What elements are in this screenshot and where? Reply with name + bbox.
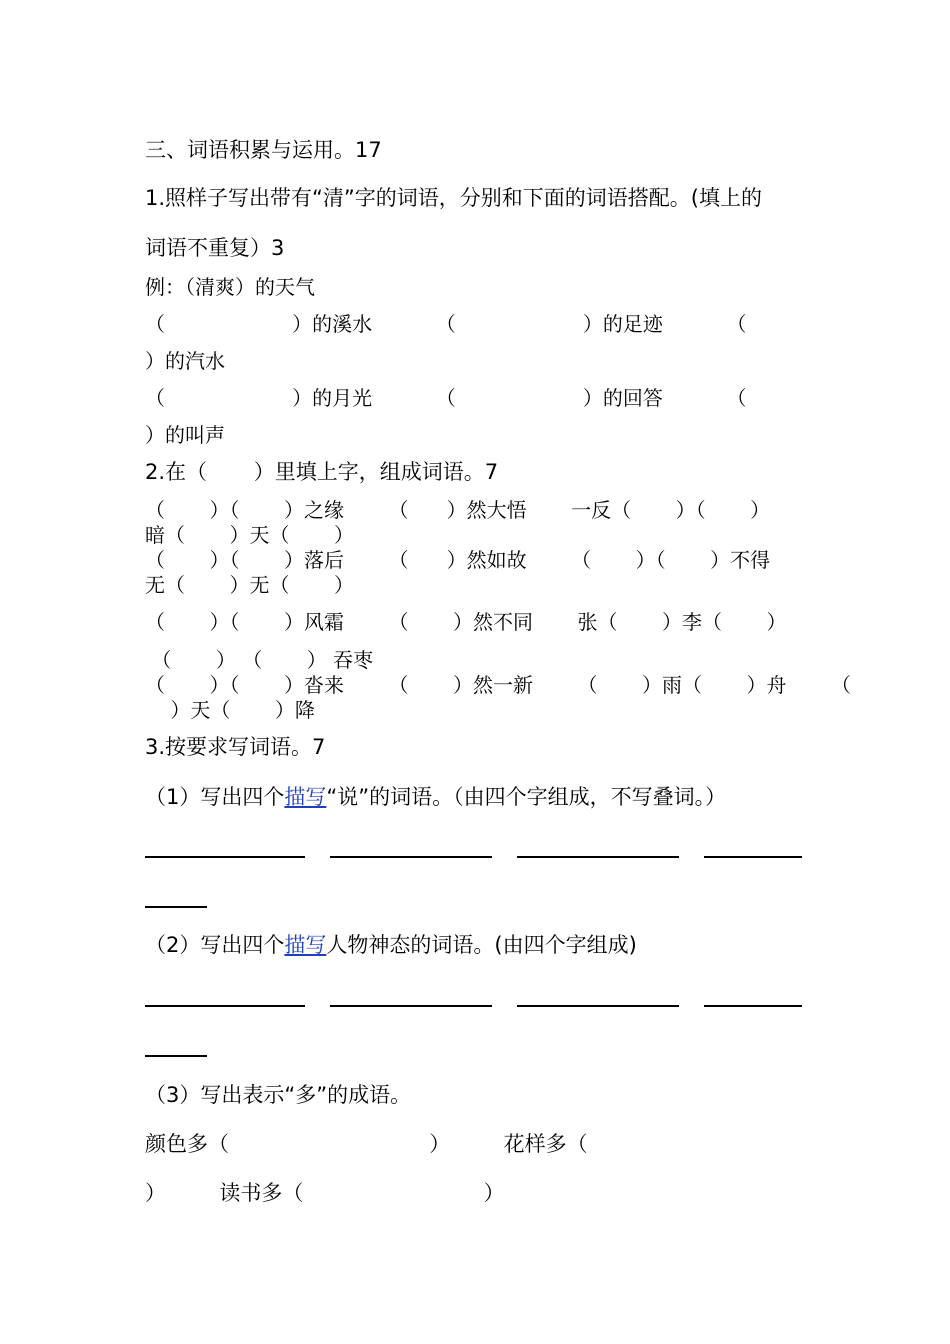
q1-row2: （ ）的月光 （ ）的回答 （	[145, 386, 747, 410]
q2-line3: （ ）（ ）落后 （ ）然如故 （ ）（ ）不得	[145, 548, 771, 572]
q2-line5: （ ）（ ）风霜 （ ）然不同 张（ ）李（ ）	[145, 610, 787, 634]
q1-instruction-line2: 词语不重复）3	[145, 236, 285, 260]
answer-blank[interactable]	[330, 856, 492, 858]
q2-line7: （ ）（ ）沓来 （ ）然一新 （ ）雨（ ）舟 （	[145, 673, 852, 697]
answer-blank[interactable]	[145, 856, 305, 858]
answer-blank[interactable]	[145, 1005, 305, 1007]
answer-blank[interactable]	[145, 906, 207, 908]
q3-title: 3.按要求写词语。7	[145, 735, 326, 759]
q2-line6: （ ） （ ） 吞枣	[145, 648, 374, 672]
describe-link-1[interactable]: 描写	[284, 785, 327, 809]
q3-part1-prefix: （1）写出四个	[145, 785, 285, 809]
describe-link-2[interactable]: 描写	[284, 933, 327, 957]
answer-blank[interactable]	[517, 856, 679, 858]
q1-example: 例：（清爽）的天气	[145, 275, 315, 299]
q3-row2: ） 读书多（ ）	[145, 1181, 505, 1205]
q2-line8: ）天（ ）降	[145, 698, 315, 722]
q3-part2-prefix: （2）写出四个	[145, 933, 285, 957]
q3-part2	[145, 935, 637, 956]
answer-blank[interactable]	[517, 1005, 679, 1007]
q2-line4: 无（ ）无（ ）	[145, 573, 355, 597]
q3-part2-suffix: 人物神态的词语。(由四个字组成)	[326, 933, 637, 957]
q3-part1	[145, 787, 726, 808]
section-title: 三、词语积累与运用。17	[145, 138, 382, 162]
q2-line2: 暗（ ）天（ ）	[145, 523, 355, 547]
q2-title: 2.在（ ）里填上字，组成词语。7	[145, 460, 499, 484]
q2-line1: （ ）（ ）之缘 （ ）然大悟 一反（ ）（ ）	[145, 498, 771, 522]
q3-row1: 颜色多（ ） 花样多（	[145, 1132, 588, 1156]
answer-blank[interactable]	[330, 1005, 492, 1007]
q1-row2-cont: ）的叫声	[145, 423, 225, 447]
answer-blank[interactable]	[145, 1055, 207, 1057]
q1-row1: （ ）的溪水 （ ）的足迹 （	[145, 312, 747, 336]
q1-instruction-line1: 1.照样子写出带有“清”字的词语，分别和下面的词语搭配。(填上的	[145, 186, 762, 210]
answer-blank[interactable]	[704, 1005, 802, 1007]
q1-row1-cont: ）的汽水	[145, 349, 225, 373]
answer-blank[interactable]	[704, 856, 802, 858]
q3-part3: （3）写出表示“多”的成语。	[145, 1083, 412, 1107]
q3-part1-suffix: “说”的词语。（由四个字组成，不写叠词。）	[326, 785, 727, 809]
